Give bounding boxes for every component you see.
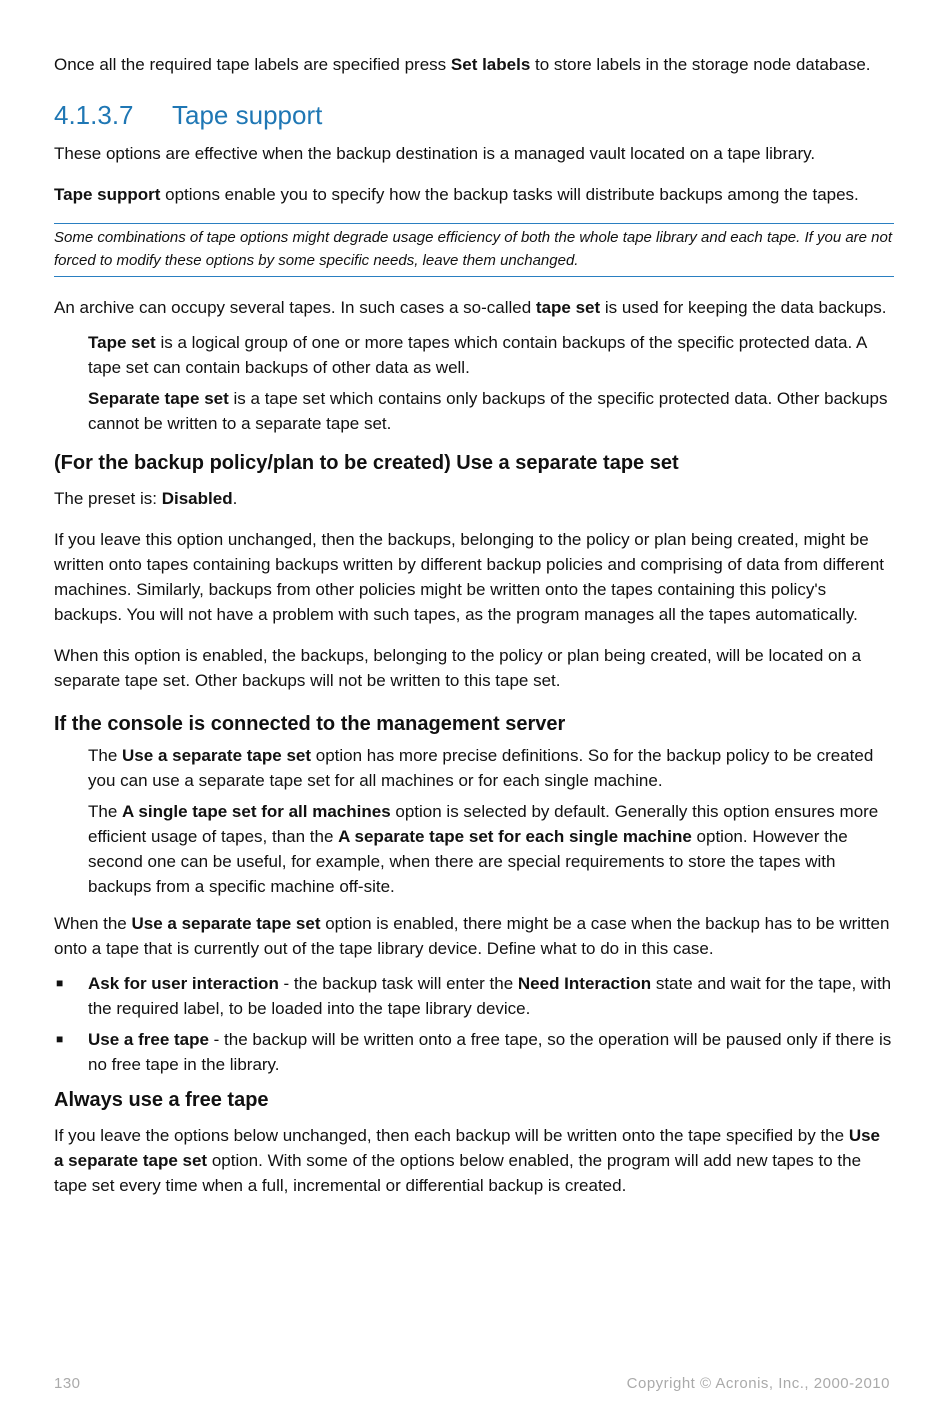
bold-term: Use a separate tape set — [122, 746, 312, 765]
bold-term: Use a free tape — [88, 1030, 209, 1049]
page-footer — [54, 1375, 890, 1392]
text: to store labels in the storage node database. — [530, 55, 871, 74]
paragraph — [54, 295, 894, 320]
paragraph — [54, 182, 894, 207]
definition-separate-tape-set — [88, 386, 894, 436]
subheading-always-free-tape: Always use a free tape — [54, 1089, 269, 1111]
section-title: Tape support — [172, 100, 323, 130]
bold-term: Disabled — [161, 489, 233, 508]
note-box — [54, 223, 894, 277]
list-item — [54, 971, 894, 1021]
bold-term: Use a separate tape set — [54, 1126, 880, 1170]
square-bullet-icon: ■ — [56, 1032, 64, 1046]
paragraph: When this option is enabled, the backups, belonging to the policy or plan being created, will be located on a separate tape set. Other backups will not be written to this tape set. — [54, 646, 862, 690]
note-text: Some combinations of tape options might degrade usage efficiency of both the whole tape library and each tape. If you are not forced to modify these options by some specific needs, leave them unchanged. — [54, 229, 893, 269]
definition-tape-set — [88, 330, 894, 380]
bold-term: A separate tape set for each single machine — [338, 827, 692, 846]
text: Once all the required tape labels are specified press — [54, 55, 451, 74]
text: If you leave the options below unchanged, then each backup will be written onto the tape specified by the — [54, 1126, 849, 1145]
text: The — [88, 746, 123, 765]
text: option is selected by default. Generally this option ensures more efficient usage of tapes, than the — [88, 802, 879, 846]
text: is used for keeping the data backups. — [600, 298, 887, 317]
text: state and wait for the tape, with the required label, to be loaded into the tape library device. — [88, 974, 892, 1018]
console-paragraph — [88, 799, 894, 899]
paragraph — [54, 911, 894, 961]
intro-paragraph — [54, 52, 894, 77]
bold-term: tape set — [535, 298, 601, 317]
bold-term: Use a separate tape set — [131, 914, 321, 933]
text: . — [232, 489, 238, 508]
bold-term: Set labels — [450, 55, 531, 74]
text: - the backup will be written onto a free tape, so the operation will be paused only if there is no free tape in the library. — [88, 1030, 892, 1074]
bullet-list — [54, 971, 894, 1077]
text: The preset is: — [54, 489, 162, 508]
text: The — [88, 802, 123, 821]
section-heading — [54, 99, 894, 131]
text: is a logical group of one or more tapes which contain backups of the specific protected data. A tape set can contain backups of other data as well. — [88, 333, 867, 377]
text: - the backup task will enter the — [278, 974, 518, 993]
bold-term: Need Interaction — [517, 974, 652, 993]
bold-term: Ask for user interaction — [88, 974, 279, 993]
text: option. With some of the options below enabled, the program will add new tapes to the tape set every time when a full, incremental or differential backup is created. — [54, 1151, 862, 1195]
bold-term: Tape set — [88, 333, 156, 352]
paragraph: If you leave this option unchanged, then the backups, belonging to the policy or plan being created, might be written onto tapes containing backups written by different backup policies and comprising of data from different machines. Similarly, backups from other policies might be written onto the tapes containing this policy's backups. You will not have a problem with such tapes, as the program manages all the tapes automatically. — [54, 530, 885, 624]
bold-term: A single tape set for all machines — [122, 802, 391, 821]
text: option. However the second one can be useful, for example, when there are special requirements to store the tapes with backups from a specific machine off-site. — [88, 827, 848, 896]
text: option has more precise definitions. So for the backup policy to be created you can use a separate tape set for all machines or for each single machine. — [88, 746, 874, 790]
subheading-console: If the console is connected to the management server — [54, 713, 566, 735]
text: An archive can occupy several tapes. In such cases a so-called — [54, 298, 536, 317]
console-paragraph — [88, 743, 894, 793]
document-page — [54, 52, 894, 1198]
list-item — [54, 1027, 894, 1077]
paragraph — [54, 1123, 894, 1198]
bold-term: Tape support — [54, 185, 161, 204]
text: is a tape set which contains only backups of the specific protected data. Other backups cannot be written to a separate tape set. — [88, 389, 888, 433]
text: option is enabled, there might be a case when the backup has to be written onto a tape that is currently out of the tape library device. Define what to do in this case. — [54, 914, 890, 958]
square-bullet-icon: ■ — [56, 976, 64, 990]
page-number: 130 — [54, 1375, 81, 1392]
preset-line — [54, 486, 894, 511]
text: When the — [54, 914, 132, 933]
subheading-separate-tape-set: (For the backup policy/plan to be created) Use a separate tape set — [54, 452, 679, 474]
copyright-notice: Copyright © Acronis, Inc., 2000-2010 — [626, 1375, 890, 1392]
text: options enable you to specify how the backup tasks will distribute backups among the tapes. — [160, 185, 859, 204]
paragraph: These options are effective when the backup destination is a managed vault located on a tape library. — [54, 144, 816, 163]
section-number: 4.1.3.7 — [54, 100, 134, 130]
bold-term: Separate tape set — [88, 389, 229, 408]
